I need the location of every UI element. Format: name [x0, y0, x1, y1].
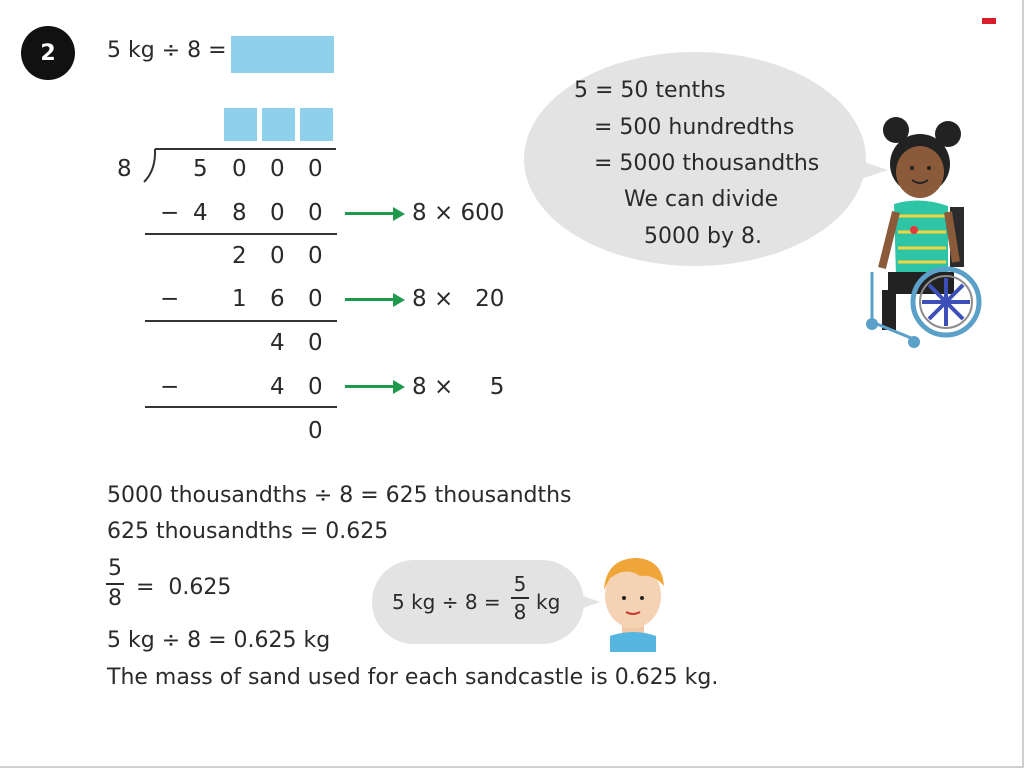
green-arrow: [345, 385, 395, 388]
subtract-digit: 6: [270, 286, 285, 312]
solution-line-4: 5 kg ÷ 8 = 0.625 kg: [107, 628, 331, 653]
minus-sign: −: [160, 286, 180, 312]
fraction-numerator: 5: [108, 556, 122, 581]
green-arrow: [345, 298, 395, 301]
quotient-digit-box-ones[interactable]: [300, 108, 333, 141]
subtract-digit: 0: [308, 286, 323, 312]
dividend-digit: 5: [193, 156, 208, 182]
green-arrow: [345, 212, 395, 215]
bubble-line: We can divide: [624, 187, 779, 212]
step-note: 8 × 600: [412, 200, 505, 226]
subtraction-rule: [145, 320, 337, 322]
fraction-equals: = 0.625: [136, 575, 232, 600]
remainder-digit: 0: [308, 243, 323, 269]
minus-sign: −: [160, 374, 180, 400]
step-note: 8 × 20: [412, 286, 505, 312]
subtract-digit: 4: [193, 200, 208, 226]
fraction-denominator: 8: [513, 600, 527, 624]
fraction-numerator: 5: [513, 572, 527, 596]
boy-bubble-suffix: kg: [536, 590, 561, 614]
bubble-line: = 500 hundredths: [594, 115, 795, 140]
remainder-digit: 2: [232, 243, 247, 269]
green-arrow-head: [393, 293, 405, 307]
fraction-bar: [106, 583, 124, 585]
question-prompt: 5 kg ÷ 8 =: [107, 38, 227, 63]
remainder-digit: 4: [270, 330, 285, 356]
green-arrow-head: [393, 380, 405, 394]
solution-line-2: 625 thousandths = 0.625: [107, 519, 389, 544]
bubble-line: 5 = 50 tenths: [574, 78, 726, 103]
remainder-digit: 0: [270, 243, 285, 269]
fraction-five-eighths: [106, 558, 124, 610]
red-corner-marker: [982, 18, 996, 24]
boy-illustration: [596, 552, 672, 652]
fraction-denominator: 8: [108, 586, 122, 611]
subtract-digit: 0: [308, 374, 323, 400]
subtract-digit: 8: [232, 200, 247, 226]
quotient-digit-box-hundreds[interactable]: [224, 108, 257, 141]
subtract-digit: 1: [232, 286, 247, 312]
bubble-line: = 5000 thousandths: [594, 151, 820, 176]
dividend-digit: 0: [232, 156, 247, 182]
subtract-digit: 0: [308, 200, 323, 226]
question-number-badge: 2: [21, 26, 75, 80]
subtract-digit: 0: [270, 200, 285, 226]
boy-bubble-fraction: [511, 574, 529, 622]
minus-sign: −: [160, 200, 180, 226]
divisor: 8: [117, 156, 132, 182]
dividend-digit: 0: [308, 156, 323, 182]
answer-box[interactable]: [231, 36, 334, 73]
step-note: 8 × 5: [412, 374, 505, 400]
subtraction-rule: [145, 406, 337, 408]
solution-line-1: 5000 thousandths ÷ 8 = 625 thousandths: [107, 483, 572, 508]
boy-bubble-prefix: 5 kg ÷ 8 =: [392, 590, 501, 614]
quotient-digit-box-tens[interactable]: [262, 108, 295, 141]
final-remainder: 0: [308, 418, 323, 444]
subtract-digit: 4: [270, 374, 285, 400]
green-arrow-head: [393, 207, 405, 221]
dividend-digit: 0: [270, 156, 285, 182]
bubble-line: 5000 by 8.: [644, 224, 762, 249]
fraction-bar: [511, 597, 529, 599]
solution-line-5: The mass of sand used for each sandcastle is 0.625 kg.: [107, 665, 719, 690]
girl-wheelchair-illustration: [852, 112, 984, 358]
remainder-digit: 0: [308, 330, 323, 356]
subtraction-rule: [145, 233, 337, 235]
